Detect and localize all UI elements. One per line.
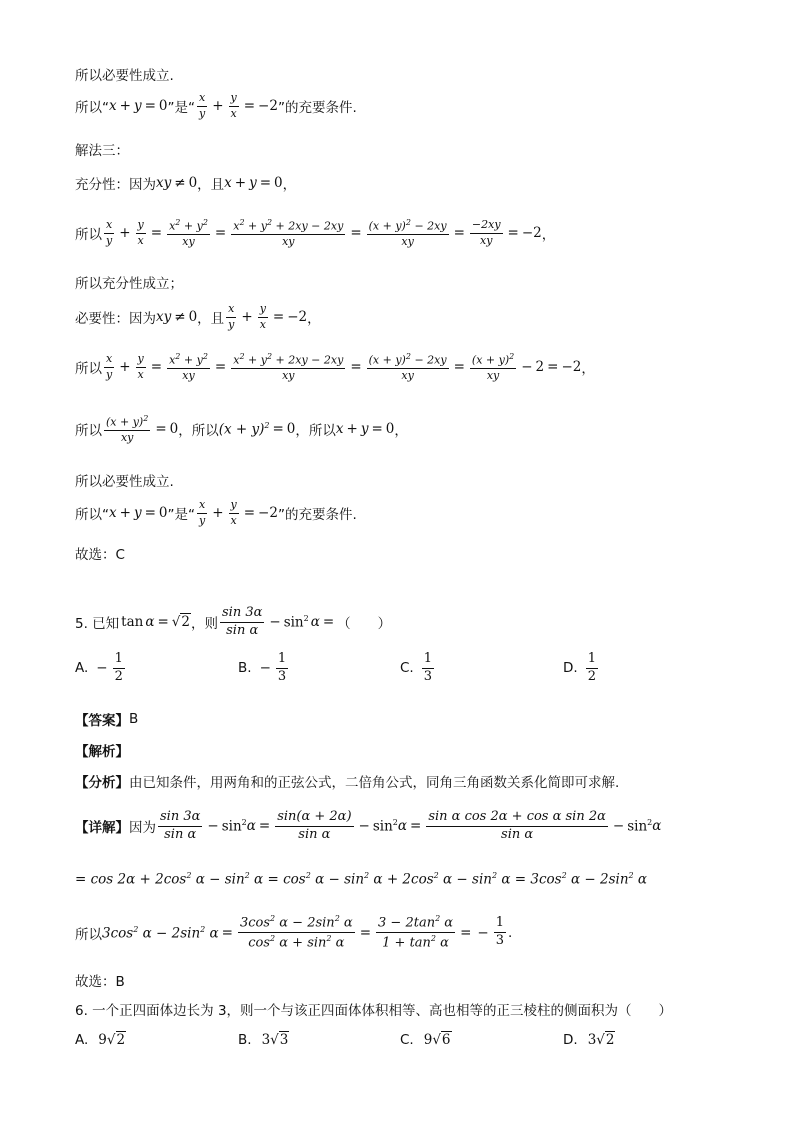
text: ， xyxy=(394,423,408,440)
text: 所以 xyxy=(75,423,102,440)
q6-option-a: A. 9 √2 xyxy=(75,1032,126,1048)
detail-line-3: 所以 $3\cos^2$ $\alpha - 2\sin^2$ α = $\frac{3\cos^2 \alpha - 2\sin^2 \alpha}{\cos^2 \alpha + \sin^2 \alpha}$ = $\frac{3 - 2\tan^2 \alpha}{1 + \tan^2 \alpha}$ = − $\frac{1}{3}$ . xyxy=(75,914,513,951)
option-label: B. xyxy=(238,660,252,677)
text: 所以 xyxy=(75,227,102,244)
answer-line xyxy=(75,709,138,729)
option-b: B. − $\frac{1}{3}$ xyxy=(238,651,287,684)
detail-line-2: = $\cos 2\alpha + 2\cos^2$ $\alpha - \sin^2 \alpha = \cos^2 \alpha - \sin^2 \alpha + 2\cos^2$ $\alpha - \sin^2 \alpha = 3\cos^2$ $\alpha - 2\sin^2$ α xyxy=(75,871,648,888)
question-5: 5. 已知 tan α = √2 ，则 $\frac{\sin 3\alpha}{\text{sin α}}$ − $\sin^2$ α = （ ） xyxy=(75,605,392,638)
option-a: A. − $\frac{1}{2}$ xyxy=(75,651,123,684)
q6-option-b: B. 3 √3 xyxy=(238,1032,289,1048)
option-d: D. $\frac{1}{2}$ xyxy=(563,651,596,684)
text-line xyxy=(75,64,174,84)
text-line xyxy=(75,470,174,490)
text: ， xyxy=(282,177,297,193)
text: 因为 xyxy=(129,820,156,837)
text: ，所以 xyxy=(178,423,219,440)
text: 故选：C xyxy=(75,547,125,563)
q6-option-d: D. 3 √2 xyxy=(563,1032,615,1048)
option-label: B. xyxy=(238,1032,252,1048)
option-label: A. xyxy=(75,660,89,677)
text: 故选：B xyxy=(75,974,125,990)
text: 所以充分性成立； xyxy=(75,276,183,292)
text: 所以必要性成立. xyxy=(75,68,174,84)
text-line: 必要性：因为 xy ≠ 0 ，且 $\frac{x}{y}$ + $\frac{y}{x}$ = −2 ， xyxy=(75,302,321,331)
text: 所以 xyxy=(75,361,102,378)
answer-label: 【答案】 xyxy=(75,713,129,729)
fenxi-line xyxy=(75,771,619,791)
text-line xyxy=(75,543,125,563)
question-text: 6. 一个正四面体边长为 3，则一个与该正四面体体积相等、高也相等的正三棱柱的侧面积为（ ） xyxy=(75,1003,673,1019)
option-label: A. xyxy=(75,1032,89,1048)
text-line xyxy=(75,139,129,159)
text-line: 所以 $\frac{(x + y)^2}{xy}$ = 0 ，所以 $(x + y)^2$ = 0 ，所以 x + y = 0 ， xyxy=(75,414,408,445)
analysis-line xyxy=(75,740,129,760)
option-label: C. xyxy=(400,1032,414,1048)
fenxi-label: 【分析】 xyxy=(75,775,129,791)
text: 充分性：因为 xyxy=(75,177,156,193)
fraction: $\frac{y}{x}$ xyxy=(230,91,237,120)
analysis-label: 【解析】 xyxy=(75,744,129,760)
text-line xyxy=(75,272,183,292)
text: 所以“ xyxy=(75,100,109,117)
option-label: C. xyxy=(400,660,414,677)
text: 必要性：因为 xyxy=(75,311,156,328)
text: ”是“ xyxy=(167,100,195,117)
text-line: 所以 $\frac{x}{y}$ + $\frac{y}{x}$ = $\frac{x^2 + y^2}{xy}$ = $\frac{x^2 + y^2 + 2xy - 2xy}{xy}$ = $\frac{(x + y)^2 - 2xy}{xy}$ = $\frac{(x + y)^2}{xy}$ − 2 = −2 ， xyxy=(75,352,595,383)
option-c: C. $\frac{1}{3}$ xyxy=(400,651,432,684)
q6-option-c: C. 9 √6 xyxy=(400,1032,451,1048)
math: x xyxy=(109,98,117,115)
detail-label: 【详解】 xyxy=(75,820,129,837)
text-line: 所以“ x + y = 0 ”是“ $\frac{x}{y}$ + $\frac{y}{x}$ = −2 ”的充要条件. xyxy=(75,498,357,527)
text: 所以必要性成立. xyxy=(75,474,174,490)
text: ”的充要条件. xyxy=(277,507,357,524)
detail-line-1: 【详解】 因为 $\frac{\sin 3\alpha}{\text{sin α}}$ − $\sin^2$ α = $\frac{\sin(\alpha + 2\alpha)}{\text{sin α}}$ − $\sin^2$ α = $\frac{\text{sin α cos 2α + cos α sin 2α}}{\text{sin α}}$ − $\sin^2$ α xyxy=(75,809,662,842)
sqrt: √2 xyxy=(171,614,190,631)
text-line: 所以 $\frac{x}{y}$ + $\frac{y}{x}$ = $\frac{x^2 + y^2}{xy}$ = $\frac{x^2 + y^2 + 2xy - 2xy}{xy}$ = $\frac{(x + y)^2 - 2xy}{xy}$ = $\frac{-2xy}{xy}$ = −2 ， xyxy=(75,218,556,249)
text: （ ） xyxy=(337,616,392,633)
choose-line xyxy=(75,970,125,990)
text: ，且 xyxy=(197,311,225,328)
text-line: 所以“ x + y = 0 ”是“ $\frac{x}{y}$ + $\frac{y}{x}$ = −2 ”的充要条件. xyxy=(75,91,357,120)
option-label: D. xyxy=(563,1032,578,1048)
option-label: D. xyxy=(563,660,578,677)
text: ，所以 xyxy=(295,423,336,440)
question-number: 5. 已知 xyxy=(75,616,120,633)
text: ，则 xyxy=(190,616,218,633)
fenxi-text: 由已知条件，用两角和的正弦公式，二倍角公式，同角三角函数关系化简即可求解. xyxy=(129,775,620,791)
text: 所以“ xyxy=(75,507,109,524)
text: ，且 xyxy=(197,177,225,193)
text: 解法三： xyxy=(75,143,129,159)
text: 所以 xyxy=(75,926,102,943)
text: ”是“ xyxy=(167,507,195,524)
question-6 xyxy=(75,999,672,1019)
text: ， xyxy=(307,311,321,328)
text-line: 充分性：因为 xy ≠ 0 ，且 x + y = 0 ， xyxy=(75,175,297,193)
answer-value: B xyxy=(129,711,139,727)
fraction: $\frac{x}{y}$ xyxy=(198,91,206,120)
text: ”的充要条件. xyxy=(277,100,357,117)
